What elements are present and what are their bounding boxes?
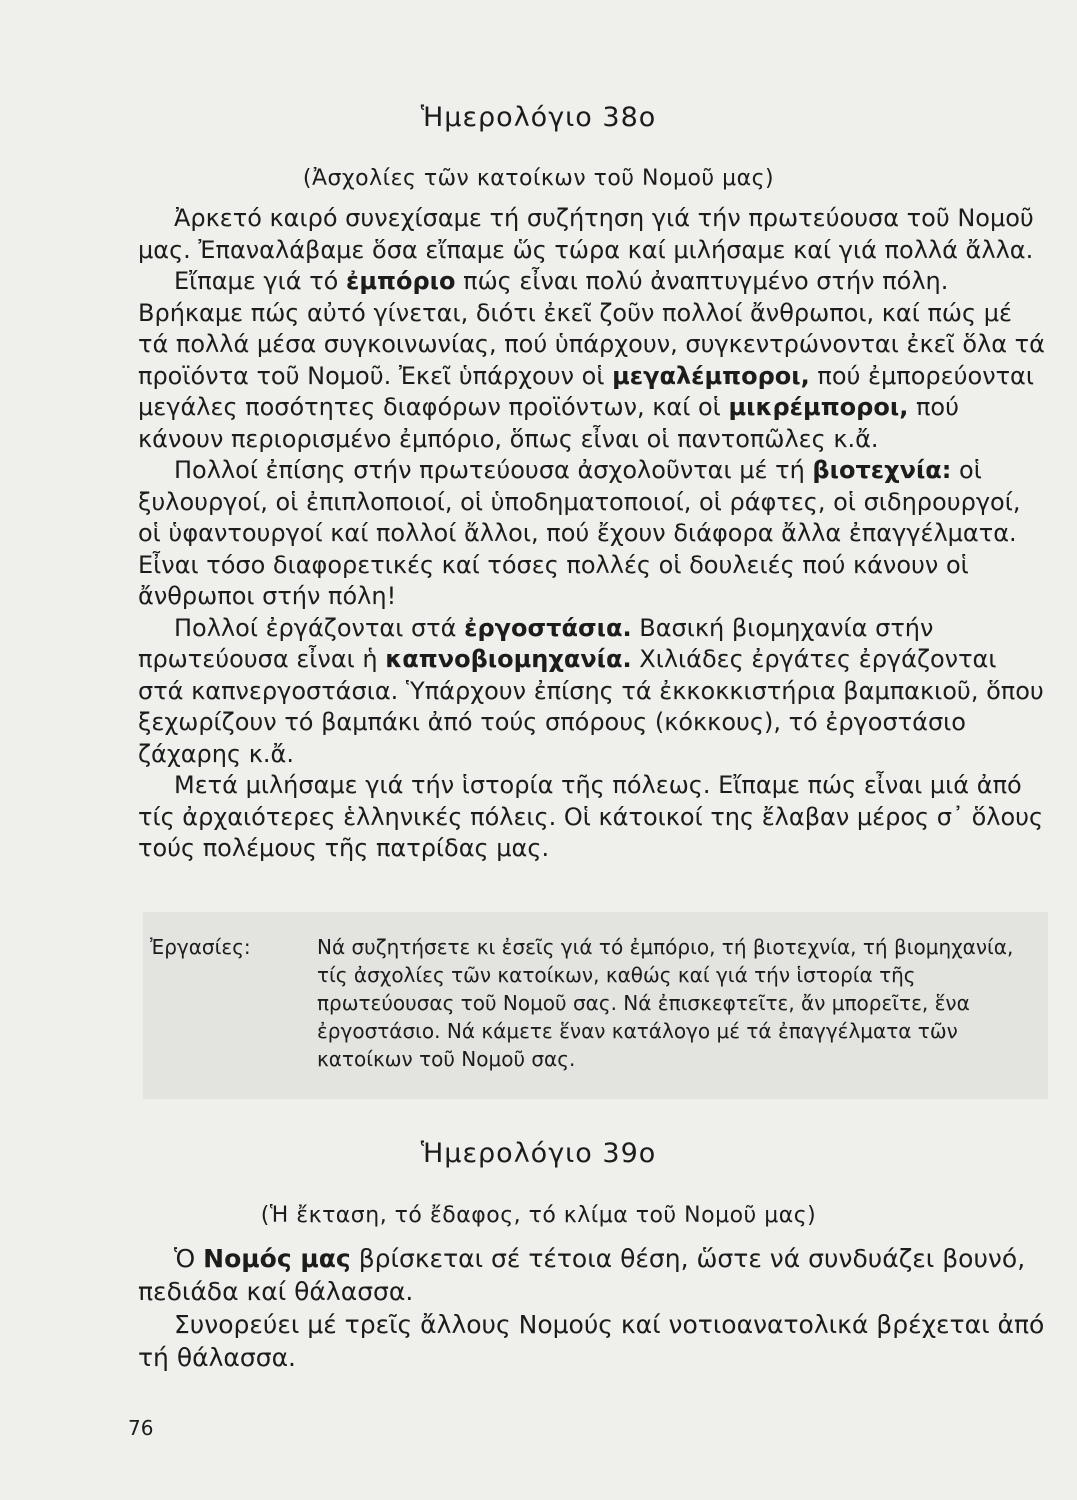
exercises-text: Νά συζητήσετε κι ἐσεῖς γιά τό ἐμπόριο, τή βιοτεχνία, τή βιομηχανία, τίς ἀσχολίες τῶν κατοίκων, καθώς καί γιά τήν ἱστορία τῆς πρωτεύουσας τοῦ Νομοῦ σας. Νά ἐπισκεφτεῖτε, ἄν μπορεῖτε, ἕνα ἐργοστάσιο. Νά κάμετε ἕναν κατάλογο μέ τά ἐπαγγέλματα τῶν κατοίκων τοῦ Νομοῦ σας. — [317, 935, 1014, 1071]
page-number: 76 — [128, 1416, 154, 1440]
paragraph-location: Ὁ Νομός μας βρίσκεται σέ τέτοια θέση, ὥστε νά συνδυάζει βουνό, πεδιάδα καί θάλασσα. — [138, 1244, 1026, 1306]
diary-38-subtitle: (Ἀσχολίες τῶν κατοίκων τοῦ Νομοῦ μας) — [302, 166, 775, 191]
paragraph-commerce: Εἴπαμε γιά τό ἐμπόριο πώς εἶναι πολύ ἀναπτυγμένο στήν πόλη. Βρήκαμε πώς αὐτό γίνεται, διότι ἐκεῖ ζοῦν πολλοί ἄνθρωποι, καί πώς μέ τά πολλά μέσα συγκοινωνίας, πού ὑπάρχουν, συγκεντρώνονται ἐκεῖ ὅλα τά προϊόντα τοῦ Νομοῦ. Ἐκεῖ ὑπάρχουν οἱ μεγαλέμποροι, πού ἐμπορεύονται μεγάλες ποσότητες διαφόρων προϊόντων, καί οἱ μικρέμποροι, πού κάνουν περιορισμένο ἐμπόριο, ὅπως εἶναι οἱ παντοπῶλες κ.ἄ. — [138, 267, 1045, 453]
paragraph-crafts: Πολλοί ἐπίσης στήν πρωτεύουσα ἀσχολοῦνται μέ τή βιοτεχνία: οἱ ξυλουργοί, οἱ ἐπιπλοποιοί, οἱ ὑποδηματοποιοί, οἱ ράφτες, οἱ σιδηρουργοί, οἱ ὑφαντουργοί καί πολλοί ἄλλοι, πού ἔχουν διάφορα ἄλλα ἐπαγγέλματα. Εἶναι τόσο διαφορετικές καί τόσες πολλές οἱ δουλειές πού κάνουν οἱ ἄνθρωποι στήν πόλη! — [138, 456, 1021, 610]
exercises-label: Ἐργασίες: — [150, 935, 251, 959]
diary-38-title: Ἡμερολόγιο 38ο — [420, 102, 657, 133]
paragraph-borders: Συνορεύει μέ τρεῖς ἄλλους Νομούς καί νοτιοανατολικά βρέχεται ἀπό τή θάλασσα. — [138, 1310, 1045, 1372]
paragraph-history: Μετά μιλήσαμε γιά τήν ἱστορία τῆς πόλεως. Εἴπαμε πώς εἶναι μιά ἀπό τίς ἀρχαιότερες ἑλληνικές πόλεις. Οἱ κάτοικοί της ἔλαβαν μέρος σ᾿ ὅλους τούς πολέμους τῆς πατρίδας μας. — [138, 771, 1044, 862]
diary-39-body — [138, 1242, 1048, 1374]
paragraph-intro: Ἀρκετό καιρό συνεχίσαμε τή συζήτηση γιά τήν πρωτεύουσα τοῦ Νομοῦ μας. Ἐπαναλάβαμε ὅσα εἴπαμε ὥς τώρα καί μιλήσαμε καί γιά πολλά ἄλλα. — [138, 204, 1034, 264]
diary-39-subtitle: (Ἡ ἔκταση, τό ἔδαφος, τό κλίμα τοῦ Νομοῦ μας) — [260, 1203, 817, 1228]
diary-39-title: Ἡμερολόγιο 39ο — [420, 1138, 657, 1169]
paragraph-industry: Πολλοί ἐργάζονται στά ἐργοστάσια. Βασική βιομηχανία στήν πρωτεύουσα εἶναι ἡ καπνοβιομηχανία. Χιλιάδες ἐργάτες ἐργάζονται στά καπνεργοστάσια. Ὑπάρχουν ἐπίσης τά ἐκκοκκιστήρια βαμπακιοῦ, ὅπου ξεχωρίζουν τό βαμπάκι ἀπό τούς σπόρους (κόκκους), τό ἐργοστάσιο ζάχαρης κ.ἄ. — [138, 613, 1044, 768]
diary-38-body — [138, 203, 1048, 865]
